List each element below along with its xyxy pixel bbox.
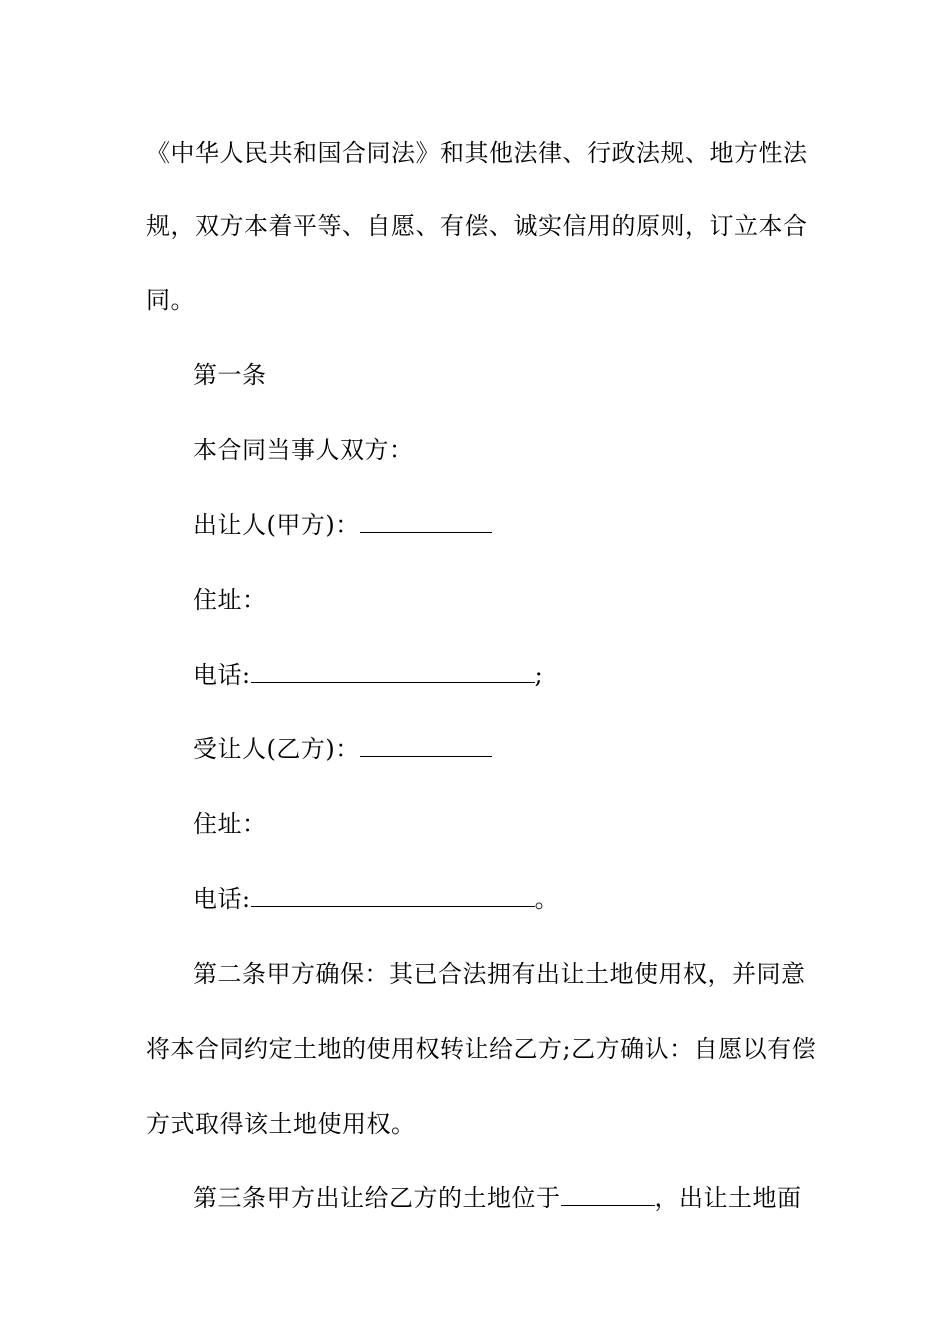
transferor-label: 出让人(甲方)： (193, 511, 360, 539)
article-3-suffix: ，出让土地面 (654, 1184, 802, 1212)
transferor-phone-blank[interactable] (251, 660, 535, 683)
phone-label: 电话: (193, 885, 251, 913)
parties-intro: 本合同当事人双方： (193, 436, 414, 464)
transferee-label: 受让人(乙方)： (193, 735, 360, 763)
paragraph-line: 规，双方本着平等、自愿、有偿、诚实信用的原则，订立本合 (146, 212, 808, 240)
transferee-blank[interactable] (360, 734, 492, 757)
land-location-blank[interactable] (561, 1183, 655, 1206)
phone-terminator: ; (534, 661, 544, 689)
phone-terminator: 。 (534, 885, 560, 913)
article-2-line: 第二条甲方确保：其已合法拥有出让土地使用权，并同意 (193, 960, 806, 988)
article-3-prefix: 第三条甲方出让给乙方的土地位于 (193, 1184, 561, 1212)
transferee-phone-blank[interactable] (251, 884, 535, 907)
transferor-line (193, 510, 492, 540)
transferor-phone-line (193, 660, 543, 690)
paragraph-line: 《中华人民共和国合同法》和其他法律、行政法规、地方性法 (146, 139, 808, 167)
transferee-line (193, 734, 492, 764)
transferor-blank[interactable] (360, 510, 492, 533)
transferee-phone-line (193, 884, 559, 914)
transferor-address: 住址： (193, 586, 267, 614)
paragraph-line: 方式取得该土地使用权。 (146, 1110, 416, 1138)
article-3-line (193, 1183, 802, 1213)
article-1-heading: 第一条 (193, 361, 267, 389)
paragraph-line: 同。 (146, 286, 195, 314)
paragraph-line: 将本合同约定土地的使用权转让给乙方;乙方确认：自愿以有偿 (146, 1035, 817, 1063)
phone-label: 电话: (193, 661, 251, 689)
transferee-address: 住址： (193, 810, 267, 838)
